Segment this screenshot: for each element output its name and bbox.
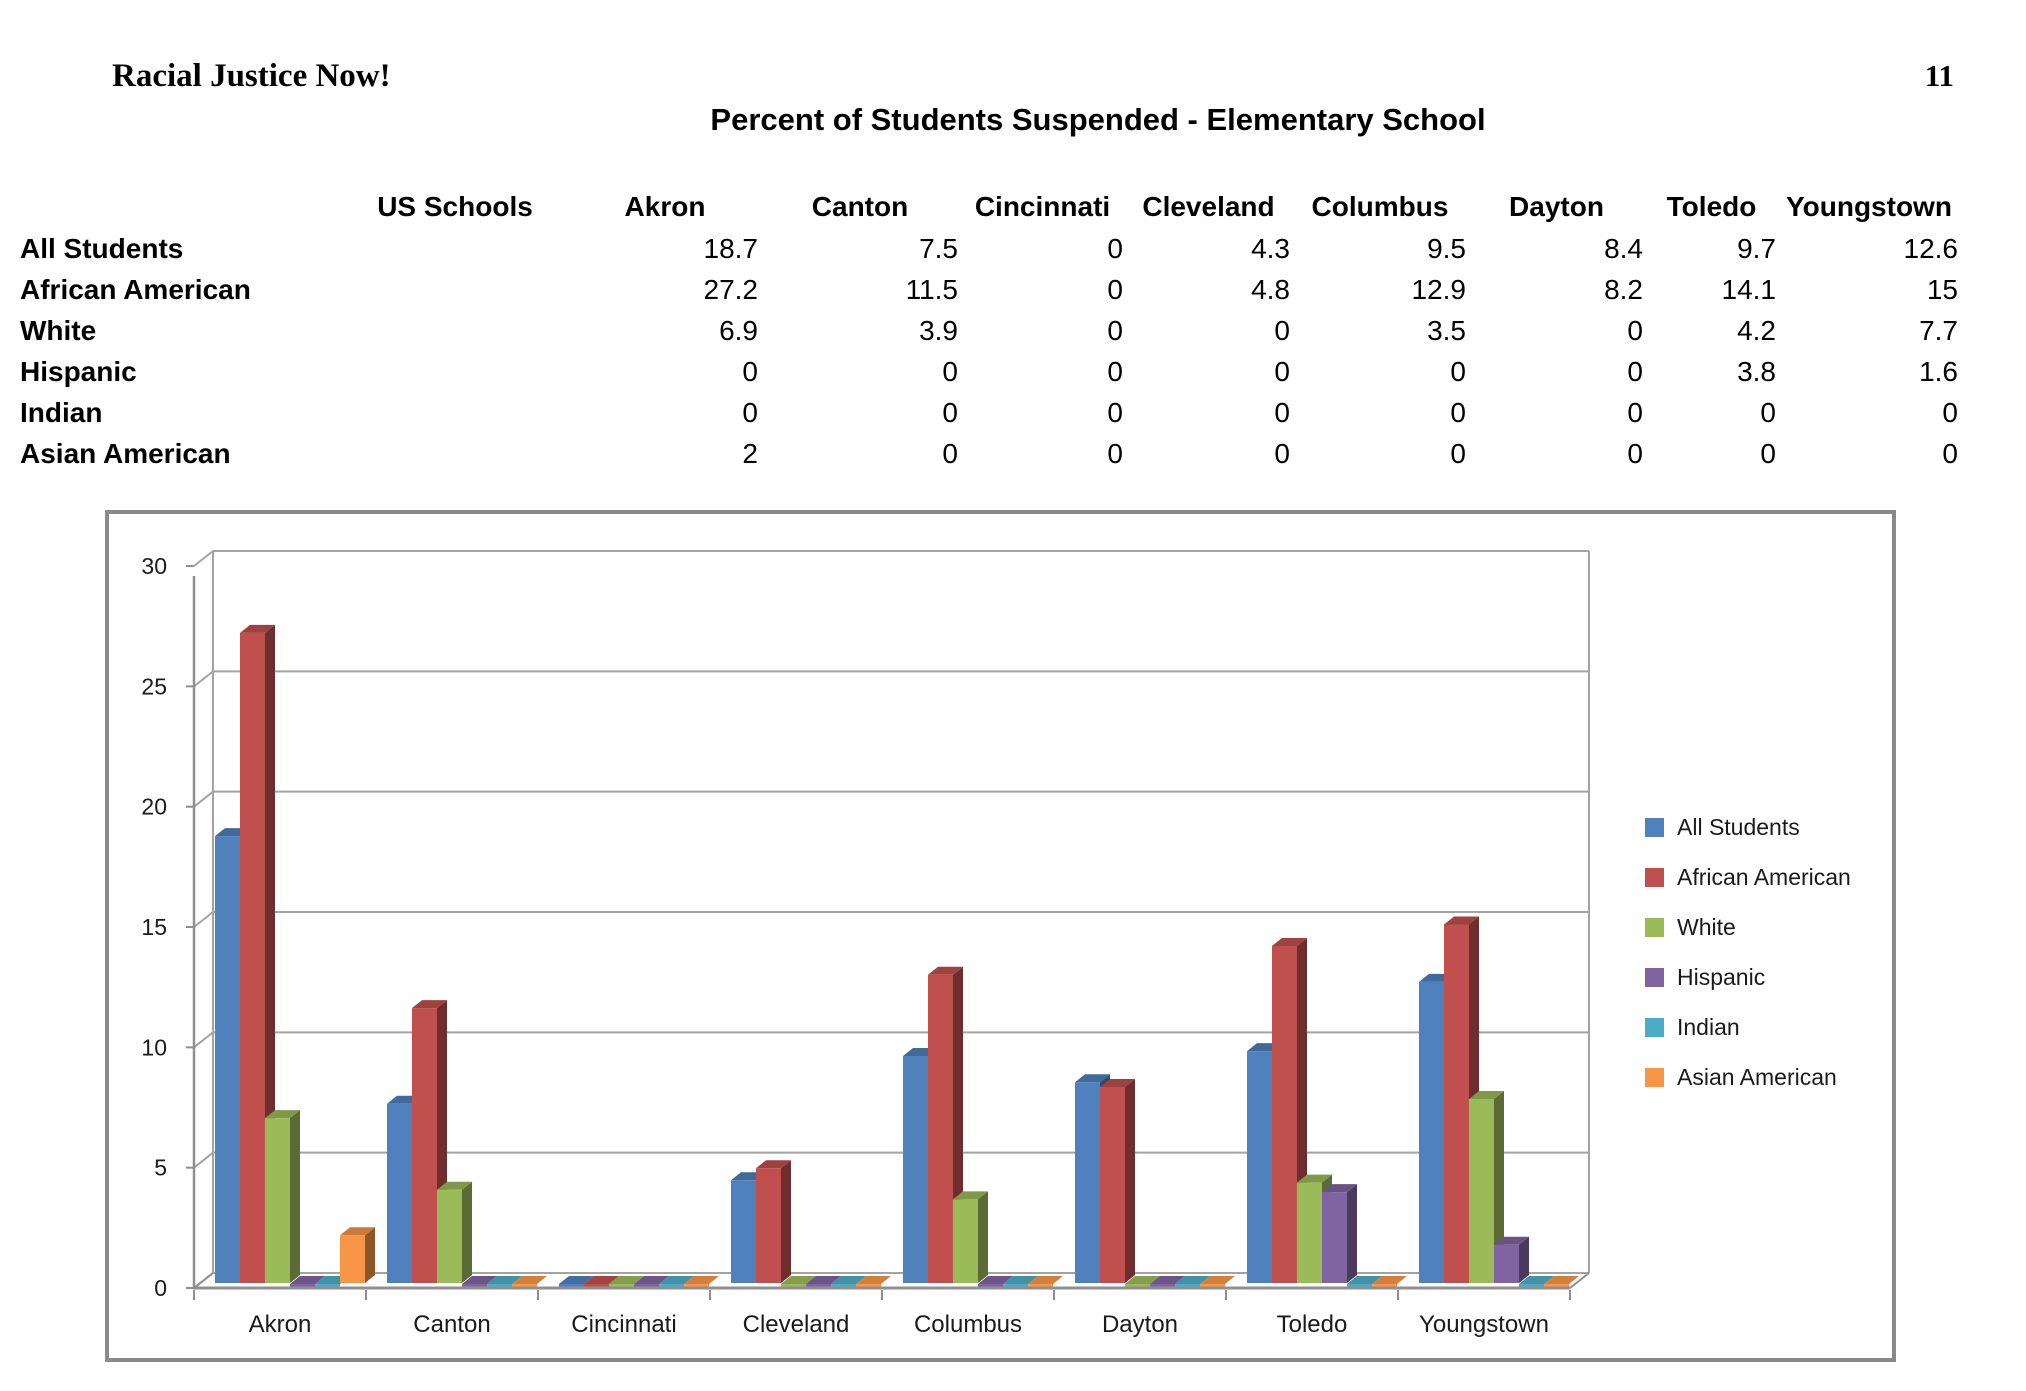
y-axis-tick-label: 25	[141, 673, 167, 700]
bar	[215, 836, 240, 1283]
bar-side	[365, 1227, 375, 1283]
bar	[340, 1235, 365, 1283]
suspension-data-table	[20, 186, 1960, 474]
bar	[437, 1190, 462, 1283]
column-header: Canton	[811, 191, 909, 222]
table-cell: 0	[1760, 396, 1776, 428]
y-axis-tick-label: 15	[141, 914, 167, 941]
bar	[903, 1056, 928, 1283]
x-axis-category-label: Akron	[248, 1311, 312, 1338]
bar	[1494, 1245, 1519, 1283]
legend-label: Hispanic	[1677, 963, 1766, 990]
table-row	[20, 351, 1960, 392]
legend-label: African American	[1677, 863, 1851, 890]
legend-swatch	[1645, 918, 1664, 937]
chart-legend	[1645, 802, 1851, 1102]
table-cell: 8.2	[1604, 273, 1643, 305]
legend-swatch	[1645, 1018, 1664, 1037]
bar	[1419, 982, 1444, 1283]
column-header: Youngstown	[1786, 191, 1952, 222]
table-cell: 0	[1627, 437, 1643, 469]
bar-side	[462, 1182, 472, 1283]
bar-side	[978, 1191, 988, 1283]
legend-label: All Students	[1677, 813, 1800, 840]
bar	[928, 975, 953, 1283]
x-axis-category-label: Cleveland	[742, 1311, 850, 1338]
bar	[953, 1199, 978, 1283]
bar	[240, 633, 265, 1283]
table-cell	[340, 392, 570, 433]
column-header: Cincinnati	[974, 191, 1111, 222]
row-label: All Students	[20, 232, 184, 264]
bar	[387, 1104, 412, 1283]
y-axis-tick-label: 5	[154, 1154, 167, 1181]
bar-side	[1347, 1184, 1357, 1283]
table-cell: 0	[742, 396, 758, 428]
table-cell: 3.9	[919, 314, 958, 346]
table-cell	[340, 228, 570, 269]
table-cell: 4.8	[1251, 273, 1290, 305]
table-cell: 15	[1926, 273, 1958, 305]
table-cell: 27.2	[703, 273, 758, 305]
bar-side	[1519, 1237, 1529, 1283]
table-cell	[340, 433, 570, 474]
page-title: Percent of Students Suspended - Elementary School	[710, 102, 1486, 137]
row-label: Asian American	[20, 437, 231, 469]
y-axis-tick-label: 0	[154, 1275, 167, 1301]
column-header: Cleveland	[1142, 191, 1275, 222]
table-cell: 11.5	[905, 273, 958, 305]
table-cell: 0	[942, 396, 958, 428]
bar	[1272, 946, 1297, 1283]
legend-swatch	[1645, 968, 1664, 987]
row-label: Hispanic	[20, 355, 137, 387]
bar	[1469, 1099, 1494, 1283]
table-cell: 0	[1760, 437, 1776, 469]
x-axis-category-label: Columbus	[913, 1311, 1023, 1338]
x-axis-category-label: Toledo	[1276, 1311, 1348, 1338]
x-axis-category-label: Youngstown	[1419, 1311, 1549, 1338]
table-cell: 1.6	[1919, 355, 1958, 387]
table-cell: 0	[1627, 314, 1643, 346]
legend-swatch	[1645, 868, 1664, 887]
chart-canvas	[105, 510, 1896, 1362]
legend-item-hispanic	[1645, 952, 1851, 1002]
table-row	[20, 392, 1960, 433]
table-cell: 2	[742, 437, 758, 469]
suspension-bar-chart	[105, 510, 1896, 1362]
bar-side	[1125, 1079, 1135, 1283]
table-cell: 0	[1107, 232, 1123, 264]
row-label: White	[20, 314, 97, 346]
table-cell: 0	[1627, 355, 1643, 387]
y-axis-tick-label: 10	[141, 1034, 167, 1061]
column-header: US Schools	[377, 191, 533, 222]
bar	[1322, 1192, 1347, 1283]
table-cell: 4.2	[1737, 314, 1776, 346]
table-cell: 9.7	[1737, 232, 1776, 264]
table-cell	[340, 269, 570, 310]
bar	[756, 1168, 781, 1283]
table-cell: 12.6	[1903, 232, 1958, 264]
table-cell: 14.1	[1721, 273, 1776, 305]
bar-side	[290, 1110, 300, 1283]
row-label: Indian	[20, 396, 103, 428]
table-cell: 0	[942, 355, 958, 387]
table-cell: 0	[1107, 437, 1123, 469]
legend-item-indian	[1645, 1002, 1851, 1052]
bar	[1075, 1082, 1100, 1283]
table-cell: 0	[1107, 314, 1123, 346]
x-axis-category-label: Cincinnati	[571, 1311, 677, 1338]
table-header-row	[20, 186, 1960, 228]
legend-label: Asian American	[1677, 1063, 1837, 1090]
x-axis-category-label: Dayton	[1101, 1311, 1179, 1338]
legend-item-asian-american	[1645, 1052, 1851, 1102]
table-cell: 7.7	[1919, 314, 1958, 346]
column-header	[20, 186, 340, 228]
table-cell: 0	[1274, 396, 1290, 428]
table-cell: 18.7	[703, 232, 758, 264]
table-cell	[340, 351, 570, 392]
legend-label: Indian	[1677, 1013, 1740, 1040]
table-cell: 0	[942, 437, 958, 469]
table-cell: 0	[1107, 355, 1123, 387]
table-cell: 0	[1107, 273, 1123, 305]
table-cell: 0	[1274, 355, 1290, 387]
table-cell: 6.9	[719, 314, 758, 346]
table-cell: 9.5	[1427, 232, 1466, 264]
table-row	[20, 269, 1960, 310]
table-cell: 0	[1274, 437, 1290, 469]
y-axis-tick-label: 30	[141, 553, 167, 580]
table-cell: 8.4	[1604, 232, 1643, 264]
bar	[265, 1118, 290, 1283]
bar	[1100, 1087, 1125, 1283]
table-row	[20, 310, 1960, 351]
table-row	[20, 228, 1960, 269]
legend-swatch	[1645, 818, 1664, 837]
x-axis-category-label: Canton	[413, 1311, 491, 1338]
bar-side	[781, 1160, 791, 1283]
table-cell: 3.8	[1737, 355, 1776, 387]
table-cell: 0	[1274, 314, 1290, 346]
legend-label: White	[1677, 913, 1736, 940]
table-cell: 0	[1450, 437, 1466, 469]
column-header: Akron	[624, 191, 706, 222]
column-header: Toledo	[1666, 191, 1757, 222]
table-cell: 0	[1942, 437, 1958, 469]
row-label: African American	[20, 273, 251, 305]
bar	[1297, 1183, 1322, 1283]
bar	[1247, 1051, 1272, 1283]
table-row	[20, 433, 1960, 474]
table-cell: 0	[1942, 396, 1958, 428]
bar	[412, 1008, 437, 1283]
legend-item-african-american	[1645, 852, 1851, 902]
document-header-title: Racial Justice Now!	[112, 58, 391, 94]
page-number: 11	[1924, 58, 1954, 93]
y-axis-tick-label: 20	[141, 793, 167, 820]
table-cell: 12.9	[1411, 273, 1466, 305]
table-cell: 7.5	[919, 232, 958, 264]
table-cell: 0	[1627, 396, 1643, 428]
legend-item-all-students	[1645, 802, 1851, 852]
table-cell: 0	[1450, 355, 1466, 387]
table-cell: 4.3	[1251, 232, 1290, 264]
table-cell: 0	[742, 355, 758, 387]
table-cell	[340, 310, 570, 351]
table-cell: 0	[1107, 396, 1123, 428]
column-header: Dayton	[1509, 191, 1604, 222]
column-header: Columbus	[1311, 191, 1449, 222]
bar	[731, 1180, 756, 1283]
bar	[1444, 925, 1469, 1284]
legend-item-white	[1645, 902, 1851, 952]
table-cell: 3.5	[1427, 314, 1466, 346]
legend-swatch	[1645, 1068, 1664, 1087]
table-cell: 0	[1450, 396, 1466, 428]
